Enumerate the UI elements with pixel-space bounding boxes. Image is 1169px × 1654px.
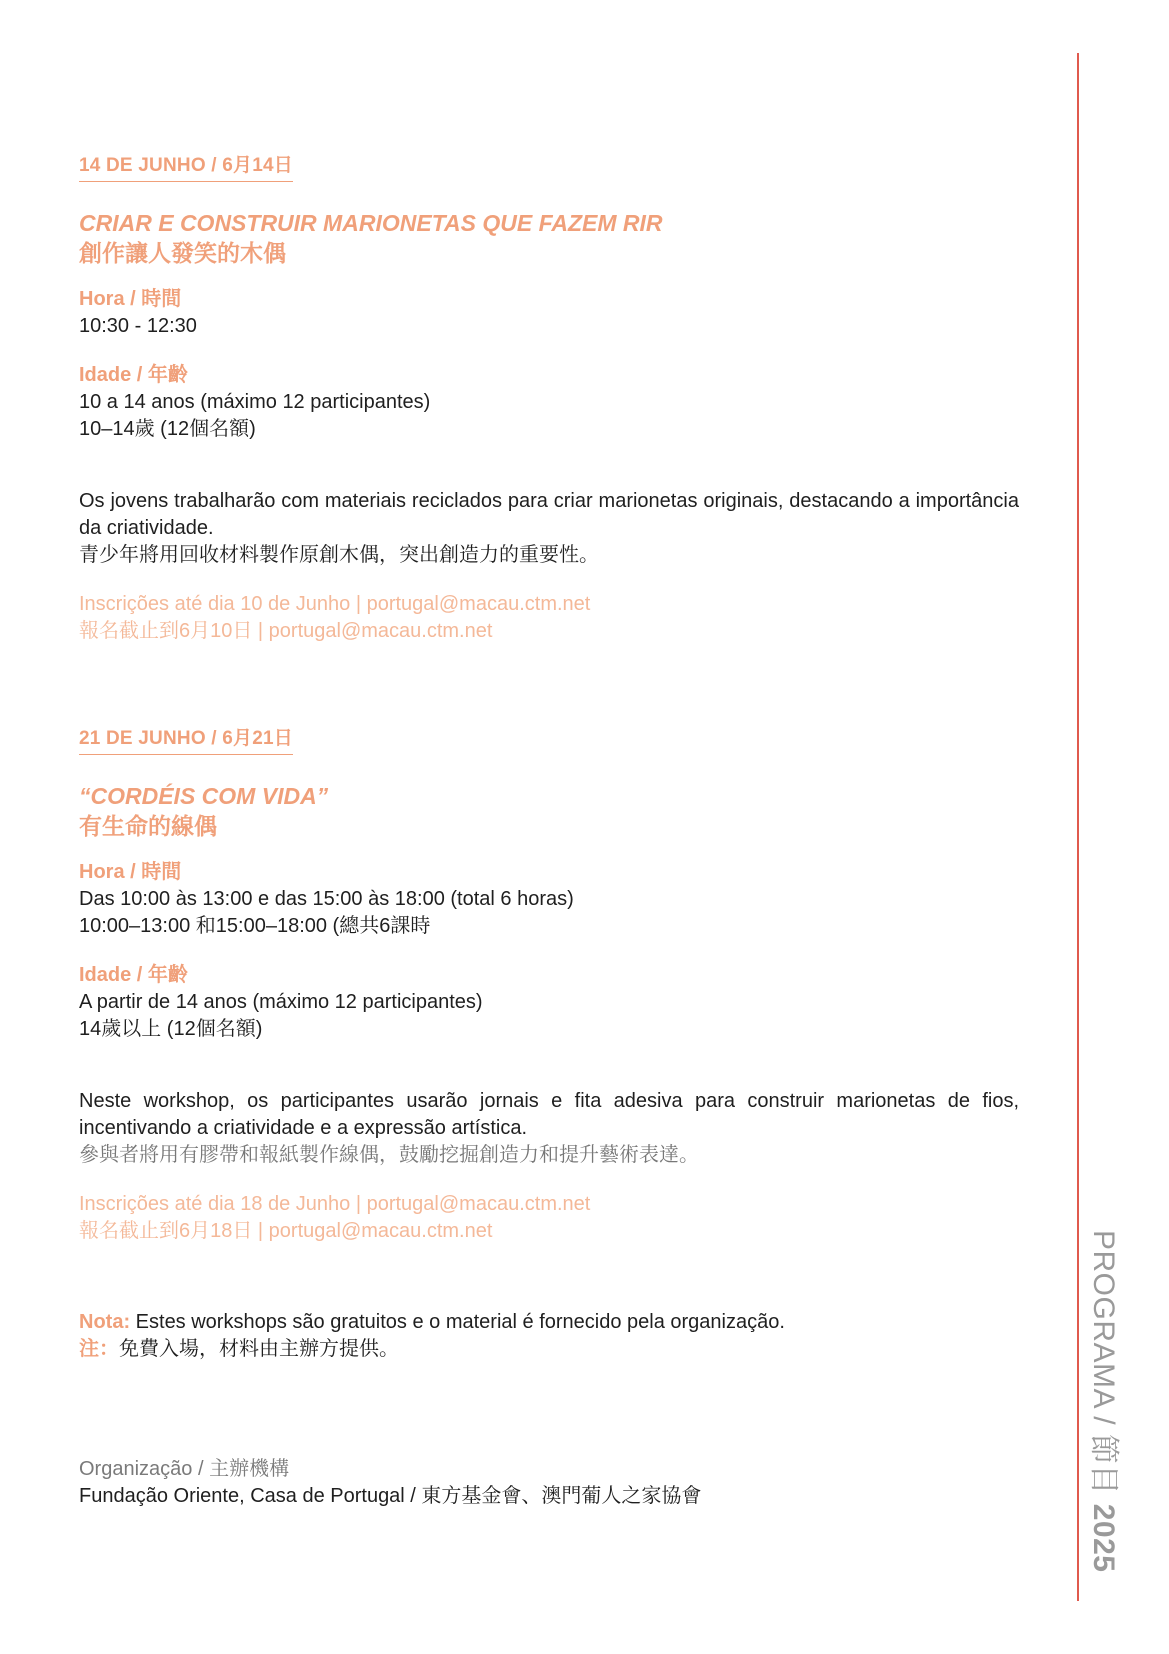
note-pt (79, 1309, 1019, 1336)
side-title-year: 2025 (1087, 1503, 1120, 1573)
registration-zh: 報名截止到6月10日 | portugal@macau.ctm.net (79, 620, 493, 642)
note-label-zh: 注： (79, 1338, 119, 1360)
description-pt: Os jovens trabalharão com materiais reciclados para criar marionetas originais, destacando a importância da criatividade. (79, 490, 1019, 539)
event-section-1 (79, 150, 1019, 645)
note-block (79, 1309, 1019, 1363)
hora-value-zh: 10:00–13:00 和15:00–18:00 (總共6課時 (79, 915, 431, 937)
svg-text:PROGRAMA / 節目 2025 (1087, 1230, 1120, 1572)
registration-pt: Inscrições até dia 18 de Junho | portugal@macau.ctm.net (79, 1193, 591, 1215)
hora-block (79, 286, 1019, 340)
hora-block (79, 859, 1019, 940)
idade-block (79, 962, 1019, 1043)
description-zh: 參與者將用有膠帶和報紙製作線偶，鼓勵挖掘創造力和提升藝術表達。 (79, 1144, 699, 1166)
organization-block (79, 1456, 1019, 1510)
idade-block (79, 362, 1019, 443)
registration-pt: Inscrições até dia 10 de Junho | portugal@macau.ctm.net (79, 593, 591, 615)
organization-value: Fundação Oriente, Casa de Portugal / 東方基金會、澳門葡人之家協會 (79, 1485, 702, 1507)
event-title-zh: 有生命的線偶 (79, 813, 217, 839)
hora-label: Hora / 時間 (79, 861, 182, 883)
event-date: 21 DE JUNHO / 6月21日 (79, 723, 293, 755)
event-title-zh: 創作讓人發笑的木偶 (79, 240, 286, 266)
note-text-pt: Estes workshops são gratuitos e o material é fornecido pela organização. (130, 1311, 785, 1333)
idade-label: Idade / 年齡 (79, 364, 188, 386)
description-zh: 青少年將用回收材料製作原創木偶，突出創造力的重要性。 (79, 544, 599, 566)
idade-value-pt: 10 a 14 anos (máximo 12 participantes) (79, 391, 431, 413)
idade-label: Idade / 年齡 (79, 964, 188, 986)
note-text-zh: 免費入場，材料由主辦方提供。 (119, 1338, 399, 1360)
note-zh (79, 1336, 1019, 1363)
hora-label: Hora / 時間 (79, 288, 182, 310)
event-title-pt: “CORDÉIS COM VIDA” (79, 783, 329, 809)
registration-zh: 報名截止到6月18日 | portugal@macau.ctm.net (79, 1220, 493, 1242)
hora-value: 10:30 - 12:30 (79, 315, 197, 337)
idade-value-zh: 10–14歲 (12個名額) (79, 418, 256, 440)
registration-block (79, 1191, 1019, 1245)
description-block (79, 488, 1019, 569)
description-block (79, 1088, 1019, 1169)
event-date: 14 DE JUNHO / 6月14日 (79, 150, 293, 182)
idade-value-zh: 14歲以上 (12個名額) (79, 1018, 263, 1040)
organization-label: Organização / 主辦機構 (79, 1458, 290, 1480)
side-divider-line (1077, 53, 1079, 1601)
idade-value-pt: A partir de 14 anos (máximo 12 participantes) (79, 991, 483, 1013)
side-title (1086, 1230, 1146, 1610)
note-label-pt: Nota: (79, 1311, 131, 1333)
description-pt: Neste workshop, os participantes usarão jornais e fita adesiva para construir marionetas de fios, incentivando a criatividade e a expressão artística. (79, 1090, 1019, 1139)
program-content (79, 150, 1019, 1510)
event-title-pt: CRIAR E CONSTRUIR MARIONETAS QUE FAZEM RIR (79, 210, 663, 236)
hora-value-pt: Das 10:00 às 13:00 e das 15:00 às 18:00 (total 6 horas) (79, 888, 574, 910)
side-title-programa: PROGRAMA / 節目 (1087, 1230, 1120, 1504)
event-section-2 (79, 723, 1019, 1245)
registration-block (79, 591, 1019, 645)
